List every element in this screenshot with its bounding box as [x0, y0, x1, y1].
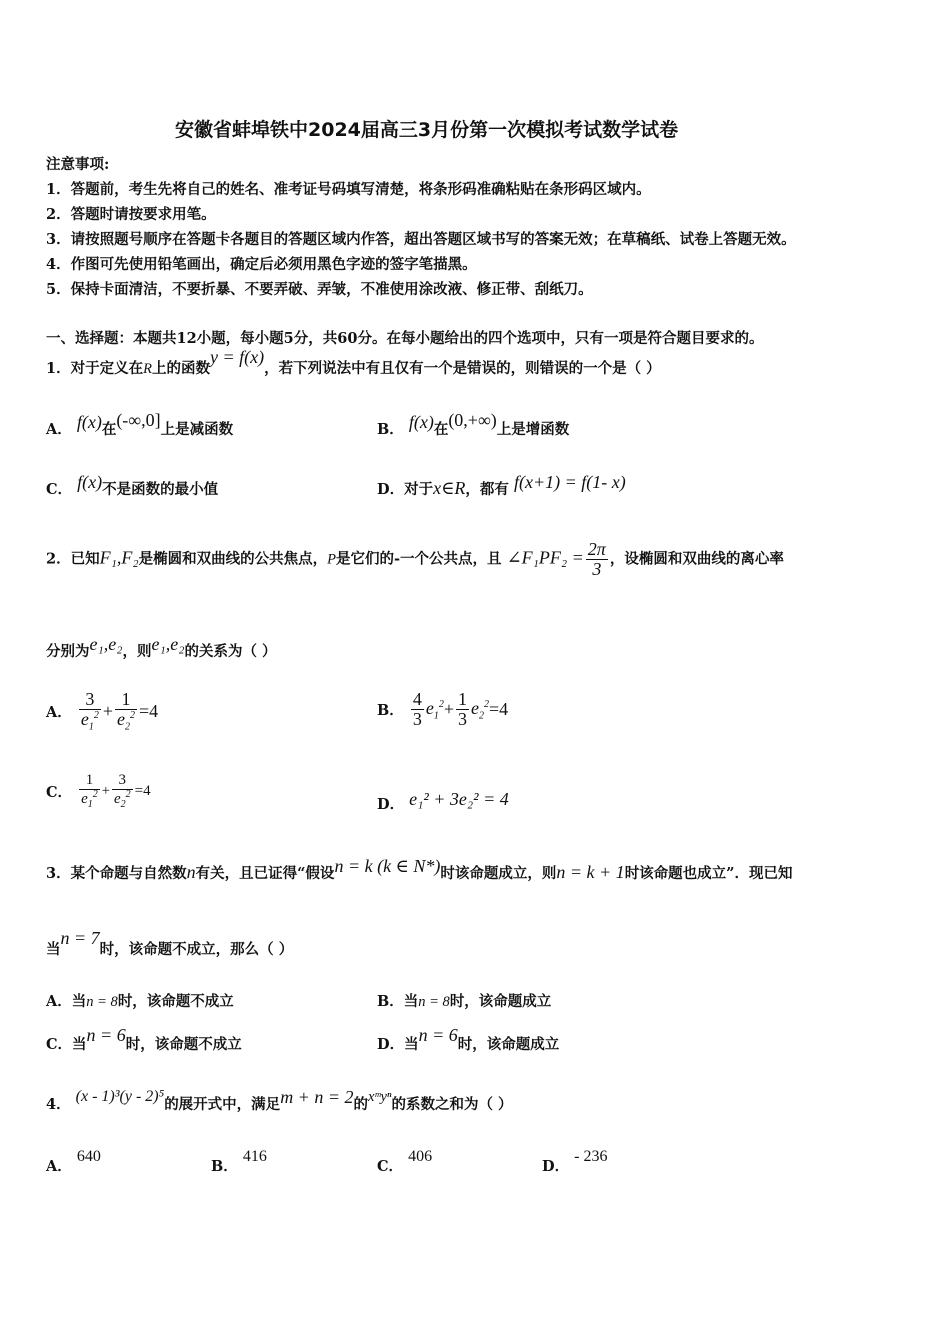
note-item: 1．答题前，考生先将自己的姓名、准考证号码填写清楚，将条形码准确粘贴在条形码区域内。 [46, 181, 651, 198]
q3-option-d[interactable]: D．当n = 6时，该命题成立 [377, 1025, 560, 1053]
q4-option-c[interactable]: C． 406 [377, 1148, 433, 1175]
q2-option-d[interactable]: D． e₁² + 3e₂² = 4 [377, 789, 509, 813]
q3-option-b[interactable]: B．当n = 8时，该命题成立 [377, 993, 552, 1010]
question-4-stem: 4． (x - 1)³(y - 2)⁵的展开式中，满足m + n = 2的xᵐyⁿ的系数之和为（ ） [46, 1087, 513, 1113]
note-item: 4．作图可先使用铅笔画出，确定后必须用黑色字迹的签字笔描黑。 [46, 256, 477, 273]
question-3-stem-line2: 当n = 7时，该命题不成立，那么（ ） [46, 928, 294, 958]
q1-option-a[interactable]: A． f(x)在(-∞,0]上是减函数 [46, 410, 234, 438]
q3-option-a[interactable]: A．当n = 8时，该命题不成立 [46, 993, 234, 1010]
q2-option-a[interactable]: A． $\frac{3}{e_1^2}$ + $\frac{1}{e_2^2}$ =4 [46, 689, 159, 733]
q1-option-b[interactable]: B． f(x)在(0,+∞)上是增函数 [377, 410, 570, 438]
note-item: 2．答题时请按要求用笔。 [46, 206, 216, 223]
q4-option-d[interactable]: D． - 236 [542, 1148, 608, 1175]
page-title: 安徽省蚌埠铁中2024届高三3月份第一次模拟考试数学试卷 [175, 119, 679, 141]
q3-option-c[interactable]: C．当n = 6时，该命题不成立 [46, 1025, 242, 1053]
question-2-stem-line2: 分别为e₁,e₂，则e₁,e₂的关系为（ ） [46, 634, 277, 660]
note-item: 3．请按照题号顺序在答题卡各题目的答题区域内作答，超出答题区域书写的答案无效；在草稿纸、试卷上答题无效。 [46, 231, 796, 248]
question-2-stem: 2．已知F₁,F₂是椭圆和双曲线的公共焦点，P是它们的-一个公共点，且 ∠F₁PF₂ = $\frac{2\pi}{3}$ ，设椭圆和双曲线的离心率 [46, 539, 784, 579]
question-3-stem: 3．某个命题与自然数n有关，且已证得“假设n = k (k ∈ N*)时该命题成立，则n = k + 1时该命题也成立”．现已知 [46, 856, 793, 882]
q4-option-b[interactable]: B． 416 [211, 1148, 267, 1175]
question-1-stem: 1．对于定义在R上的函数y = f(x)，若下列说法中有且仅有一个是错误的，则错误的一个是（ ） [46, 347, 661, 377]
q4-option-a[interactable]: A． 640 [46, 1148, 101, 1175]
note-item: 5．保持卡面清洁，不要折暴、不要弄破、弄皱，不准使用涂改液、修正带、刮纸刀。 [46, 281, 593, 298]
section-heading: 一、选择题：本题共12小题，每小题5分，共60分。在每小题给出的四个选项中，只有一项是符合题目要求的。 [46, 330, 764, 347]
notes-heading: 注意事项: [46, 156, 110, 173]
q2-option-c[interactable]: C． $\frac{1}{e_1^2}$ + $\frac{3}{e_2^2}$ =4 [46, 772, 151, 810]
q1-option-d[interactable]: D．对于x∈R，都有 f(x+1) = f(1- x) [377, 472, 626, 498]
q2-option-b[interactable]: B． $\frac{4}{3}$ $e_1^2+$ $\frac{1}{3}$ $e_2^2=4$ [377, 689, 509, 729]
q1-option-c[interactable]: C． f(x)不是函数的最小值 [46, 472, 219, 498]
